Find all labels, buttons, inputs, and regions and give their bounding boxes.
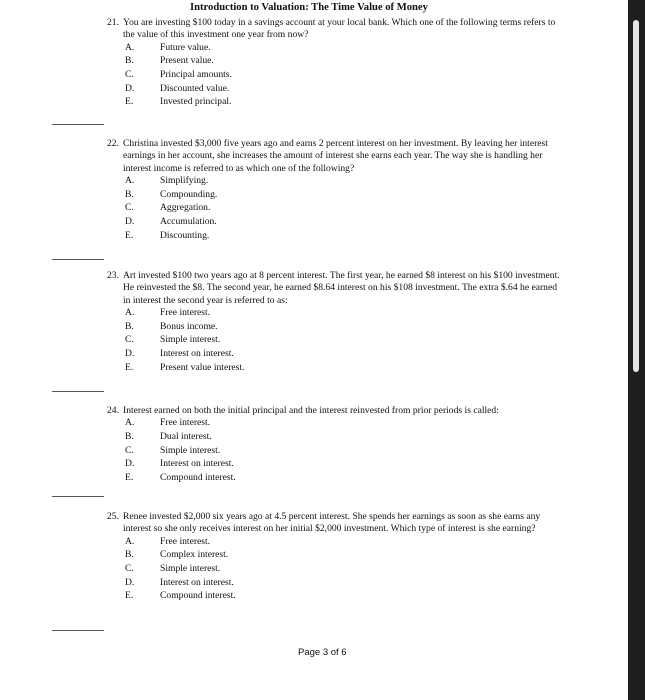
- option-e: [107, 230, 562, 244]
- option-text: Simple interest.: [160, 444, 221, 456]
- question-text: Renee invested $2,000 six years ago at 4.5 percent interest. She spends her earnings as soon as she earns any interest so she only receives interest on her initial $2,000 investment. Which type of interest is she earning?: [123, 511, 541, 535]
- page-number: Page 3 of 6: [298, 647, 347, 658]
- option-e: [107, 362, 562, 376]
- option-letter: D.: [125, 458, 135, 470]
- option-c: [107, 334, 562, 348]
- option-letter: E.: [125, 229, 134, 241]
- option-letter: D.: [125, 348, 135, 359]
- option-text: Free interest.: [160, 417, 211, 429]
- option-b: [107, 189, 562, 203]
- answer-line: [52, 630, 104, 631]
- option-letter: E.: [125, 96, 134, 108]
- question-24: [107, 405, 562, 485]
- option-a: [107, 307, 562, 321]
- question-text: Christina invested $3,000 five years ago and earns 2 percent interest on her investment. By leaving her interest earnings in her account, she increases the amount of interest she earns each year. The way she is handling her interest income is referred to as which one of the following?: [123, 138, 548, 174]
- answer-line: [52, 391, 104, 392]
- question-number: 22.: [107, 138, 119, 149]
- scrollbar-thumb[interactable]: [633, 20, 639, 372]
- option-text: Free interest.: [160, 307, 211, 319]
- option-b: [107, 431, 562, 445]
- option-text: Interest on interest.: [160, 458, 234, 470]
- option-text: Discounted value.: [160, 82, 230, 94]
- option-d: [107, 83, 562, 97]
- option-letter: E.: [125, 590, 134, 602]
- option-letter: B.: [125, 55, 134, 67]
- option-letter: C.: [125, 563, 134, 574]
- option-e: [107, 472, 562, 486]
- option-text: Principal amounts.: [160, 69, 232, 80]
- option-text: Simple interest.: [160, 334, 221, 346]
- option-text: Dual interest.: [160, 431, 212, 442]
- option-letter: C.: [125, 69, 134, 80]
- question-number: 23.: [107, 270, 119, 281]
- option-text: Present value interest.: [160, 361, 245, 373]
- option-c: [107, 69, 562, 83]
- option-d: [107, 458, 562, 472]
- option-letter: A.: [125, 175, 135, 187]
- question-number: 21.: [107, 17, 119, 28]
- option-letter: E.: [125, 361, 134, 373]
- answer-line: [52, 496, 104, 497]
- option-c: [107, 563, 562, 577]
- option-letter: A.: [125, 307, 135, 319]
- question-21: [107, 17, 562, 110]
- option-text: Compounding.: [160, 188, 218, 200]
- option-letter: A.: [125, 41, 135, 53]
- option-e: [107, 96, 562, 110]
- option-letter: B.: [125, 431, 134, 442]
- option-b: [107, 549, 562, 563]
- option-b: [107, 321, 562, 335]
- option-b: [107, 55, 562, 69]
- option-letter: A.: [125, 535, 135, 547]
- option-a: [107, 42, 562, 56]
- option-letter: C.: [125, 202, 134, 214]
- option-text: Interest on interest.: [160, 576, 234, 588]
- option-letter: D.: [125, 82, 135, 94]
- answer-line: [52, 259, 104, 260]
- question-number: 24.: [107, 405, 119, 416]
- answer-line: [52, 124, 104, 125]
- option-letter: E.: [125, 471, 134, 483]
- option-letter: C.: [125, 444, 134, 456]
- question-stem: [107, 270, 562, 307]
- option-text: Compound interest.: [160, 590, 236, 602]
- option-letter: B.: [125, 188, 134, 200]
- option-letter: B.: [125, 320, 134, 332]
- option-letter: B.: [125, 549, 134, 561]
- question-stem: [107, 17, 562, 42]
- question-stem: [107, 511, 562, 536]
- question-text: Art invested $100 two years ago at 8 percent interest. The first year, he earned $8 interest on his $100 investment. He reinvested the $8. The second year, he earned $8.64 interest on his $108 investment. The extra $.64 he earned in interest the second year is referred to as:: [123, 270, 560, 306]
- option-letter: D.: [125, 576, 135, 588]
- question-23: [107, 270, 562, 375]
- question-text: Interest earned on both the initial principal and the interest reinvested from prior periods is called:: [123, 405, 499, 416]
- option-e: [107, 590, 562, 604]
- option-text: Free interest.: [160, 535, 211, 547]
- option-text: Simple interest.: [160, 563, 221, 574]
- option-text: Discounting.: [160, 229, 210, 241]
- option-text: Present value.: [160, 55, 214, 67]
- option-text: Invested principal.: [160, 96, 232, 108]
- option-d: [107, 577, 562, 591]
- question-number: 25.: [107, 511, 119, 522]
- option-a: [107, 417, 562, 431]
- option-d: [107, 216, 562, 230]
- document-title: Introduction to Valuation: The Time Value of Money: [190, 2, 428, 13]
- option-text: Compound interest.: [160, 471, 236, 483]
- option-d: [107, 348, 562, 362]
- option-a: [107, 175, 562, 189]
- question-stem: [107, 138, 562, 175]
- option-text: Interest on interest.: [160, 348, 234, 359]
- question-25: [107, 511, 562, 604]
- question-stem: [107, 405, 562, 417]
- option-c: [107, 445, 562, 459]
- option-c: [107, 202, 562, 216]
- option-text: Aggregation.: [160, 202, 211, 214]
- question-text: You are investing $100 today in a savings account at your local bank. Which one of the following terms refers to the value of this investment one year from now?: [123, 17, 556, 41]
- option-letter: C.: [125, 334, 134, 346]
- option-text: Bonus income.: [160, 320, 218, 332]
- option-text: Future value.: [160, 41, 211, 53]
- question-22: [107, 138, 562, 243]
- option-text: Simplifying.: [160, 175, 209, 187]
- option-text: Complex interest.: [160, 549, 229, 561]
- option-letter: A.: [125, 417, 135, 429]
- option-letter: D.: [125, 216, 135, 227]
- option-a: [107, 536, 562, 550]
- option-text: Accumulation.: [160, 216, 217, 227]
